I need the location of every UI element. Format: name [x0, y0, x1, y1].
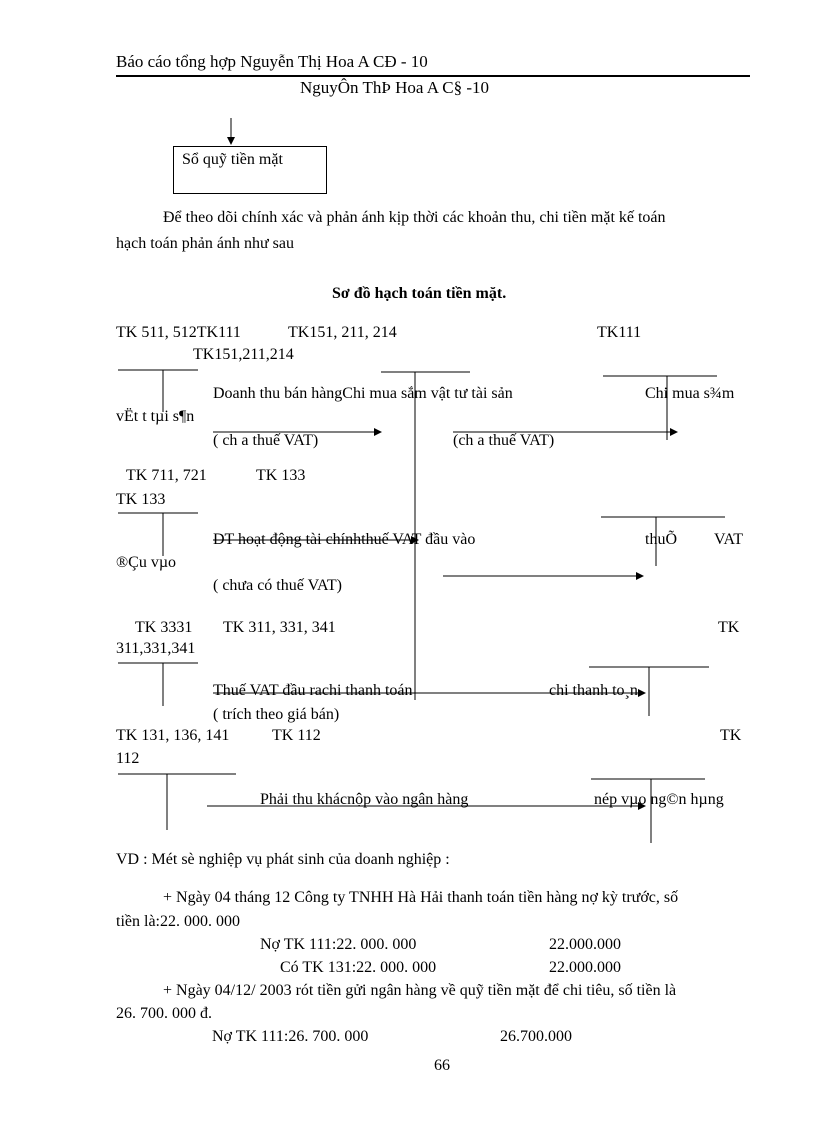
row2-accounts: TK 711, 721 [126, 467, 207, 484]
row1-label-wrap: vËt t tµi s¶n [116, 408, 195, 425]
row2-label-right-2: VAT [714, 531, 744, 548]
example-p1-line-2: tiền là:22. 000. 000 [116, 913, 240, 930]
row2-note: ( chưa có thuế VAT) [213, 577, 342, 594]
row4-accounts-right: TK [720, 727, 742, 744]
entry1-debit-amount: 22.000.000 [549, 936, 621, 953]
row4-accounts-mid: TK 112 [272, 727, 321, 744]
row3-accounts-right: TK [718, 619, 740, 636]
row1-accounts-sub: TK151,211,214 [193, 346, 294, 363]
example-p1-line-1: + Ngày 04 tháng 12 Công ty TNHH Hà Hải thanh toán tiền hàng nợ kỳ trước, số [163, 889, 679, 906]
intro-line-1: Để theo dõi chính xác và phản ánh kịp thời các khoản thu, chi tiền mặt kế toán [163, 209, 666, 226]
row3-label: Thuế VAT đầu rachi thanh toán [213, 682, 413, 699]
header-subtitle: NguyÔn ThÞ Hoa A C§ -10 [300, 78, 490, 97]
entry1-credit: Có TK 131:22. 000. 000 [280, 959, 437, 976]
row2-label-wrap: ®Çu vµo [116, 554, 177, 571]
row1-accounts-right: TK111 [597, 324, 642, 341]
page-number: 66 [434, 1057, 450, 1074]
cash-book-label: Sổ quỹ tiền mặt [182, 151, 283, 168]
row3-accounts: TK 3331 [135, 619, 193, 636]
row3-accounts-wrap: 311,331,341 [116, 640, 196, 657]
intro-line-2: hạch toán phản ánh như sau [116, 235, 294, 252]
row4-accounts: TK 131, 136, 141 [116, 727, 230, 744]
example-p2-line-1: + Ngày 04/12/ 2003 rót tiền gửi ngân hàng về quỹ tiền mặt để chi tiêu, số tiền là [163, 982, 677, 999]
row4-label-right: nép vµo ng©n hµng [594, 791, 724, 808]
example-heading: VD : Mét sè nghiệp vụ phát sinh của doanh nghiệp : [116, 851, 450, 868]
entry2-debit: Nợ TK 111:26. 700. 000 [212, 1028, 369, 1045]
row4-label: Phải thu khácnộp vào ngân hàng [260, 791, 469, 808]
row1-accounts: TK 511, 512TK111 [116, 324, 241, 341]
row1-note-right: (ch a thuế VAT) [453, 432, 555, 449]
entry1-debit: Nợ TK 111:22. 000. 000 [260, 936, 417, 953]
row3-label-right: chi thanh to¸n [549, 682, 638, 699]
row2-label-right-1: thuÕ [645, 531, 677, 548]
header-title: Báo cáo tổng hợp Nguyễn Thị Hoa A CĐ - 10 [116, 52, 428, 71]
example-p2-line-2: 26. 700. 000 đ. [116, 1005, 212, 1022]
row1-label-right: Chi mua s¾m [645, 385, 735, 402]
row3-note: ( trích theo giá bán) [213, 706, 340, 723]
row2-accounts-wrap: TK 133 [116, 491, 166, 508]
row2-label: DT hoạt động tài chínhthuế VAT đầu vào [213, 531, 476, 548]
row1-note-left: ( ch a thuế VAT) [213, 432, 319, 449]
diagram-title: Sơ đồ hạch toán tiền mặt. [332, 285, 507, 302]
row1-accounts-mid: TK151, 211, 214 [288, 324, 397, 341]
row4-accounts-wrap: 112 [116, 750, 140, 767]
entry1-credit-amount: 22.000.000 [549, 959, 621, 976]
row3-accounts-mid: TK 311, 331, 341 [223, 619, 336, 636]
entry2-debit-amount: 26.700.000 [500, 1028, 572, 1045]
row1-label: Doanh thu bán hàngChi mua sắm vật tư tài sản [213, 385, 513, 402]
row2-accounts-mid: TK 133 [256, 467, 306, 484]
